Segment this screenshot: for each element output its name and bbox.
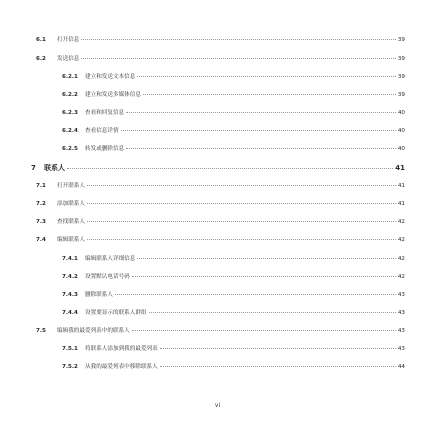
toc-page: 43 (397, 346, 405, 352)
toc-page: 42 (397, 256, 405, 262)
toc-title: 编辑联系人 (57, 237, 85, 243)
toc-entry[interactable] (36, 219, 405, 226)
toc-page: 39 (397, 37, 405, 43)
toc-page: 44 (397, 364, 405, 370)
toc-title: 设置要显示的联系人群组 (85, 310, 147, 316)
dot-leader (132, 329, 396, 331)
dot-leader (137, 257, 396, 259)
dot-leader (126, 147, 396, 149)
dot-leader (149, 311, 396, 313)
dot-leader (81, 57, 395, 59)
dot-leader (143, 93, 396, 95)
toc-entry[interactable] (62, 128, 405, 135)
toc-page: 42 (397, 219, 405, 225)
dot-leader (81, 38, 395, 40)
dot-leader (87, 220, 396, 222)
toc-page: 42 (397, 237, 405, 243)
toc-number: 6.2.2 (62, 92, 78, 98)
toc-number: 7.4.4 (62, 310, 78, 316)
toc-entry[interactable] (62, 310, 405, 317)
toc-entry[interactable] (36, 201, 405, 208)
toc-title: 查看信息详情 (85, 128, 119, 134)
toc-title: 联系人 (44, 164, 65, 172)
toc-title: 查看和回复信息 (85, 110, 125, 116)
toc-page: 39 (397, 92, 405, 98)
toc-number: 6.2 (36, 56, 46, 62)
dot-leader (87, 202, 396, 204)
toc-number: 7.5.1 (62, 346, 78, 352)
dot-leader (160, 365, 396, 367)
toc-title: 打开信息 (57, 37, 80, 43)
toc-entry[interactable] (62, 146, 405, 153)
dot-leader (137, 75, 396, 77)
toc-number: 6.2.3 (62, 110, 78, 116)
toc-title: 建立和发送多媒体信息 (85, 92, 141, 98)
toc-number: 6.2.1 (62, 74, 78, 80)
toc-number: 7.5 (36, 328, 46, 334)
toc-page: 43 (397, 328, 405, 334)
dot-leader (87, 238, 396, 240)
toc-title: 打开联系人 (57, 183, 85, 189)
toc-title: 设置默认电话号码 (85, 274, 130, 280)
toc-title: 编辑我的最爱列表中的联系人 (57, 328, 130, 334)
toc-page: 41 (395, 164, 405, 172)
toc-number: 7.2 (36, 201, 46, 207)
toc-title: 编辑联系人详细信息 (85, 256, 136, 262)
toc-page: 41 (397, 201, 405, 207)
dot-leader (115, 293, 396, 295)
toc-title: 删除联系人 (85, 292, 113, 298)
toc-number: 7.4.2 (62, 274, 78, 280)
toc-chapter-entry[interactable] (31, 164, 405, 172)
toc-entry[interactable] (36, 56, 405, 63)
toc-entry[interactable] (62, 364, 405, 371)
toc-number: 7 (31, 164, 36, 172)
dot-leader (160, 347, 396, 349)
toc-page: 39 (397, 56, 405, 62)
toc-entry[interactable] (62, 346, 405, 353)
toc-entry[interactable] (36, 237, 405, 244)
page-number: vi (214, 402, 221, 409)
toc-title: 将联系人添加到我的最爱列表 (85, 346, 158, 352)
toc-entry[interactable] (62, 92, 405, 99)
toc-number: 6.1 (36, 37, 46, 43)
toc-page: 41 (397, 183, 405, 189)
toc-title: 添加联系人 (57, 201, 85, 207)
toc-entry[interactable] (62, 274, 405, 281)
toc-entry[interactable] (62, 256, 405, 263)
toc-number: 7.3 (36, 219, 46, 225)
toc-number: 6.2.4 (62, 128, 78, 134)
toc-page: 40 (397, 110, 405, 116)
toc-number: 7.4.3 (62, 292, 78, 298)
toc-page: 43 (397, 292, 405, 298)
toc-number: 7.5.2 (62, 364, 78, 370)
toc-entry[interactable] (62, 74, 405, 81)
dot-leader (67, 167, 393, 169)
toc-page: 40 (397, 146, 405, 152)
toc-entry[interactable] (62, 110, 405, 117)
toc-entry[interactable] (62, 292, 405, 299)
toc-entry[interactable] (36, 183, 405, 190)
toc-entry[interactable] (36, 328, 405, 335)
toc-page: 39 (397, 74, 405, 80)
toc-title: 建立和发送文本信息 (85, 74, 136, 80)
toc-page: 43 (397, 310, 405, 316)
toc-title: 转发或删除信息 (85, 146, 125, 152)
toc-title: 发送信息 (57, 56, 80, 62)
toc-title: 查找联系人 (57, 219, 85, 225)
toc-number: 7.1 (36, 183, 46, 189)
toc-number: 7.4.1 (62, 256, 78, 262)
dot-leader (126, 111, 396, 113)
toc-title: 从我的最爱列表中移除联系人 (85, 364, 158, 370)
toc-number: 7.4 (36, 237, 46, 243)
toc-page: 42 (397, 274, 405, 280)
dot-leader (132, 275, 396, 277)
toc-number: 6.2.5 (62, 146, 78, 152)
dot-leader (121, 129, 396, 131)
toc-entry[interactable] (36, 37, 405, 44)
dot-leader (87, 184, 396, 186)
toc-page: 40 (397, 128, 405, 134)
